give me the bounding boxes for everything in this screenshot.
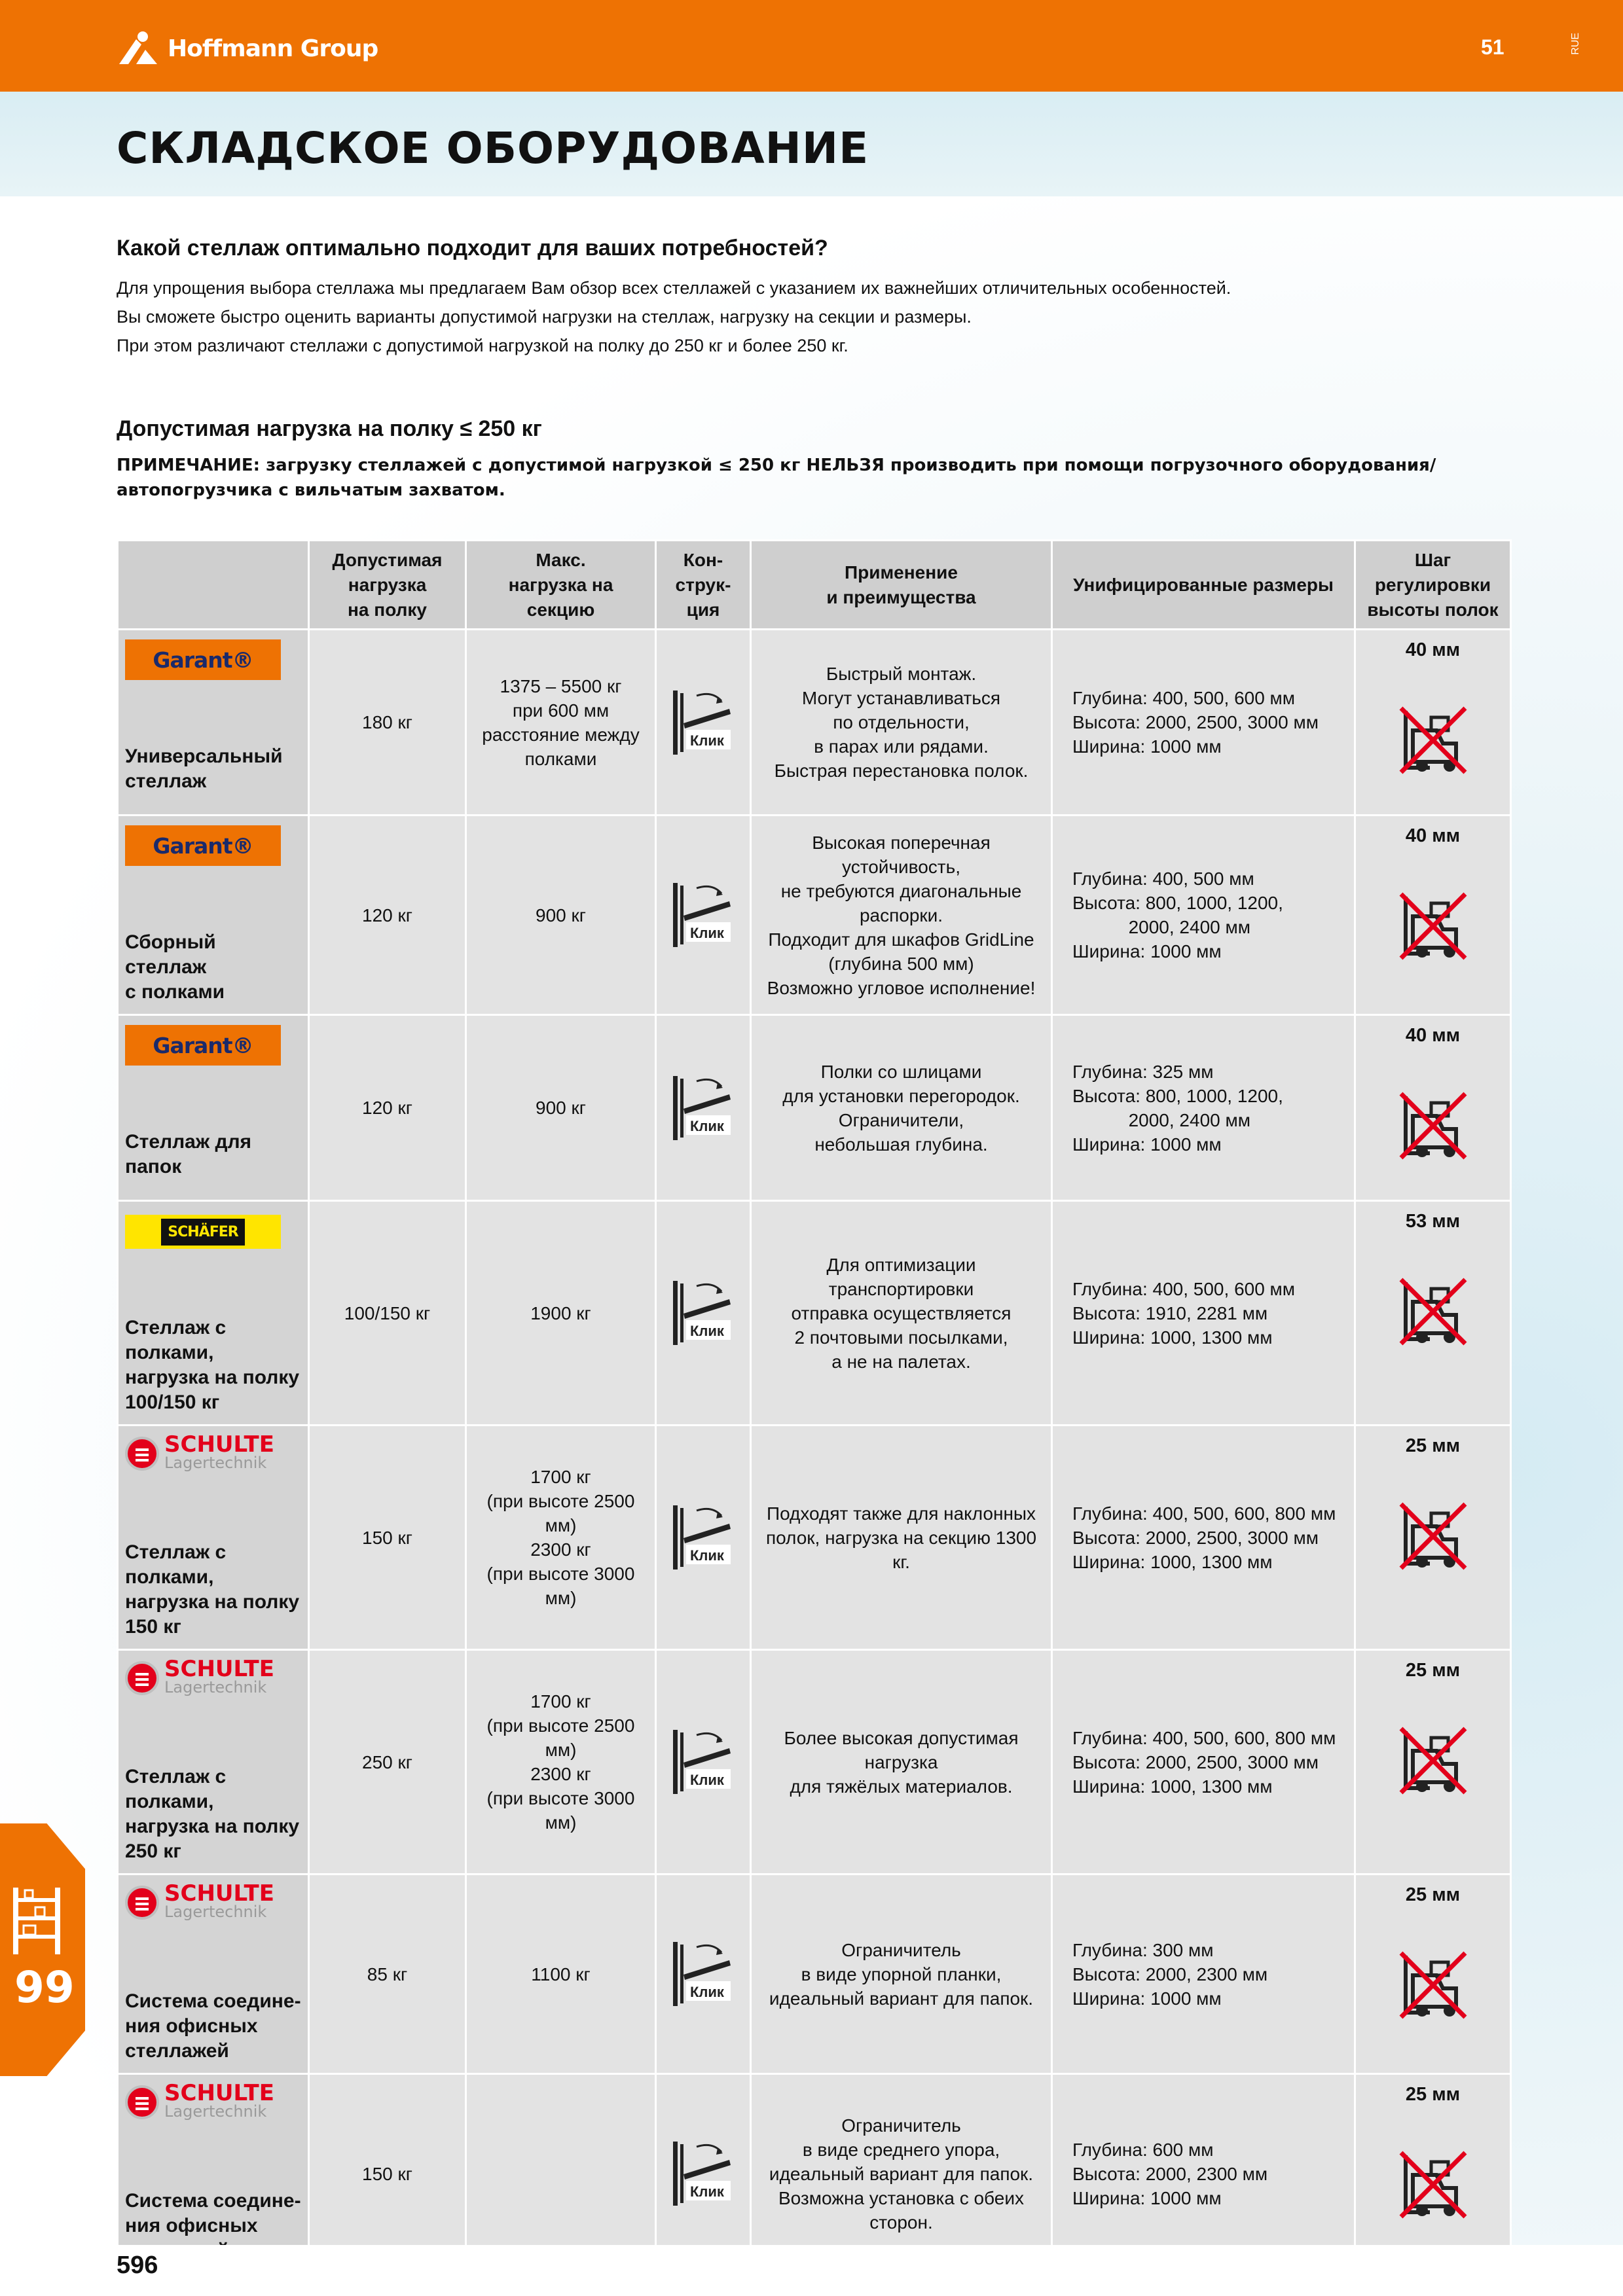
shelf-load-cell: 180 кг [309,630,466,816]
hoffmann-logo[interactable] [117,29,378,68]
rack-cell [118,1874,309,2074]
section-heading: Допустимая нагрузка на полку ≤ 250 кг [117,416,542,441]
usage-cell [751,816,1052,1015]
svg-text:Клик: Клик [690,1117,724,1134]
schulte-logo-text: SCHULTE [164,1656,274,1682]
dimension-line: Ширина: 1000 мм [1072,1134,1222,1155]
section-load-cell [466,2074,656,2274]
pitch-value: 25 мм [1405,1660,1461,1681]
table-row [118,630,1511,816]
no-forklift-icon [1361,1500,1504,1572]
svg-text:Клик: Клик [690,732,724,749]
dimensions-cell [1052,1426,1355,1650]
shelving-icon [9,1885,69,1957]
dimensions-cell [1052,1650,1355,1874]
schulte-logo-subtext: Lagertechnik [164,1903,267,1921]
rack-name-line: Сборный стеллаж [125,931,216,978]
usage-line: Ограничители, [838,1109,964,1130]
schulte-logo-icon [125,2085,159,2119]
pitch-value: 53 мм [1405,1211,1461,1232]
section-load-line: 900 кг [536,1098,586,1118]
dimensions-cell [1052,816,1355,1015]
pitch-cell [1355,1426,1511,1650]
schulte-logo-subtext: Lagertechnik [164,1454,267,1472]
pitch-cell [1355,630,1511,816]
rack-name-line: нагрузка на полку [125,1367,300,1388]
rack-name [125,930,301,1005]
page-title: СКЛАДСКОЕ ОБОРУДОВАНИЕ [117,123,869,173]
section-load-cell [466,816,656,1015]
usage-line: отправка осуществляется [791,1302,1012,1323]
usage-line: Подходят также для наклонных [766,1503,1036,1524]
dimension-line: Высота: 1910, 2281 мм [1072,1302,1268,1323]
dimension-line: Высота: 2000, 2500, 3000 мм [1072,1751,1319,1772]
svg-text:Клик: Клик [690,1323,724,1339]
section-load-line: (при высоте 3000 мм) [486,1564,635,1608]
pitch-cell [1355,1874,1511,2074]
schulte-logo-text: SCHULTE [164,1431,274,1458]
pitch-cell [1355,2074,1511,2274]
table-row [118,816,1511,1015]
click-mount-icon [662,2138,744,2210]
usage-line: а не на палетах. [831,1351,971,1372]
rack-cell [118,2074,309,2274]
rack-name-line: Стеллаж с полками, [125,1541,227,1588]
brand-logo [125,639,301,698]
dimension-line: Ширина: 1000, 1300 мм [1072,1551,1273,1572]
dimension-line: Высота: 800, 1000, 1200, [1072,893,1283,913]
rack-name [125,744,301,794]
shelf-load-cell: 120 кг [309,816,466,1015]
schulte-logo [125,1656,274,1696]
section-load-line: 1100 кг [531,1964,591,1984]
rack-name [125,1540,301,1640]
dimensions-cell [1052,1201,1355,1426]
pitch-value: 40 мм [1405,639,1461,660]
dimensions-cell [1052,1015,1355,1201]
pitch-value: 25 мм [1405,1884,1461,1905]
usage-line: в виде упорной планки, [801,1964,1002,1984]
svg-text:Клик: Клик [690,2183,724,2200]
brand-logo [125,825,301,884]
rack-name-line: нагрузка на полку [125,1591,300,1613]
usage-line: для тяжёлых материалов. [790,1776,1013,1797]
dimension-line: Ширина: 1000, 1300 мм [1072,1327,1273,1348]
section-load-line: (при высоте 2500 мм) [486,1715,635,1760]
rack-name-line: 250 кг [125,1840,181,1862]
shelf-load-cell: 100/150 кг [309,1201,466,1426]
schafer-logo [125,1215,281,1249]
page-number-top: 51 [1481,35,1504,59]
shelf-load-cell: 150 кг [309,1426,466,1650]
dimension-line: Высота: 800, 1000, 1200, [1072,1085,1283,1106]
section-load-cell [466,1426,656,1650]
usage-line: Высокая поперечная устойчивость, [812,832,991,877]
rack-name [125,1130,301,1179]
click-mount-icon [662,1501,744,1573]
schulte-logo-icon [125,1886,159,1920]
pitch-cell [1355,816,1511,1015]
rack-cell [118,1201,309,1426]
schulte-logo [125,2080,274,2121]
garant-logo: Garant® [125,639,281,680]
usage-line: сторон. [869,2212,933,2233]
intro-heading: Какой стеллаж оптимально подходит для ваших потребностей? [117,236,828,260]
section-load-line: 2300 кг [530,1539,591,1560]
dimensions-cell [1052,630,1355,816]
usage-cell [751,1015,1052,1201]
page-number-bottom: 596 [117,2251,158,2279]
usage-line: Для оптимизации транспортировки [826,1254,976,1299]
dimension-line: Ширина: 1000 мм [1072,2187,1222,2208]
usage-line: (глубина 500 мм) [828,953,974,974]
usage-line: Полки со шлицами [820,1061,982,1082]
section-load-line: 2300 кг [530,1764,591,1784]
usage-line: 2 почтовыми посылками, [794,1327,1008,1348]
rack-name [125,1989,301,2064]
rack-comparison-table [117,539,1512,2274]
rack-name-line: с полками [125,981,225,1003]
construction-cell [656,630,751,816]
rack-name-line: ния офисных [125,2215,258,2236]
section-load-line: полками [524,748,597,769]
usage-line: Подходит для шкафов GridLine [768,929,1034,950]
rack-name-line: стеллажей [125,2040,229,2062]
pitch-cell [1355,1015,1511,1201]
footer-bar [0,2245,1623,2296]
usage-line: для установки перегородок. [782,1085,1020,1106]
schulte-logo-subtext: Lagertechnik [164,2102,267,2121]
intro-text [117,274,1231,360]
header-blank [118,541,309,630]
header-shelf-load: Допустимая нагрузка на полку [309,541,466,630]
dimension-line: 2000, 2400 мм [1072,917,1250,937]
no-forklift-icon [1361,1725,1504,1797]
rack-name-line: 150 кг [125,1616,181,1638]
rack-name-line: 100/150 кг [125,1391,220,1413]
usage-line: не требуются диагональные [780,880,1022,901]
dimension-line: Глубина: 400, 500, 600 мм [1072,688,1296,708]
svg-text:Клик: Клик [690,1984,724,2000]
construction-cell [656,1650,751,1874]
note-line: автопогрузчика с вильчатым захватом. [117,480,505,500]
construction-cell [656,816,751,1015]
dimensions-cell [1052,1874,1355,2074]
header-usage: Применение и преимущества [751,541,1052,630]
rack-name [125,1316,301,1415]
construction-cell [656,1201,751,1426]
dimension-line: Ширина: 1000 мм [1072,941,1222,961]
rack-cell [118,630,309,816]
brand-logo [125,1880,301,1943]
section-load-line: при 600 мм [512,700,610,721]
click-mount-icon [662,1726,744,1798]
section-load-line: 1375 – 5500 кг [500,675,622,696]
section-load-cell [466,1650,656,1874]
brand-logo [125,1431,301,1494]
schulte-logo-text: SCHULTE [164,1880,274,1907]
brand-logo [125,1211,301,1270]
brand-logo [125,1656,301,1719]
schulte-logo-text: SCHULTE [164,2080,274,2106]
construction-cell [656,1015,751,1201]
header-section-load: Макс. нагрузка на секцию [466,541,656,630]
section-load-cell [466,630,656,816]
rack-name-line: стеллаж [125,770,207,792]
table-row [118,1650,1511,1874]
svg-text:Клик: Клик [690,925,724,941]
note-text [117,453,1531,503]
brand-name: Hoffmann Group [168,35,378,62]
click-mount-icon [662,1277,744,1349]
section-load-line: 1700 кг [530,1691,591,1712]
rack-cell [118,1426,309,1650]
table-row [118,1015,1511,1201]
usage-line: идеальный вариант для папок. [769,2163,1034,2184]
shelf-load-cell: 120 кг [309,1015,466,1201]
table-row [118,1426,1511,1650]
hoffmann-logo-icon [117,30,162,67]
section-load-line: 1900 кг [530,1302,591,1323]
dimension-line: Глубина: 600 мм [1072,2139,1214,2160]
section-load-cell [466,1015,656,1201]
pitch-value: 25 мм [1405,2084,1461,2105]
usage-line: Могут устанавливаться [801,688,1001,708]
no-forklift-icon [1361,1090,1504,1162]
no-forklift-icon [1361,890,1504,962]
pitch-cell [1355,1650,1511,1874]
click-mount-icon [662,1072,744,1144]
usage-line: Ограничитель [841,1939,961,1960]
schulte-logo-subtext: Lagertechnik [164,1678,267,1696]
dimension-line: Глубина: 400, 500, 600, 800 мм [1072,1503,1336,1524]
usage-cell [751,2074,1052,2274]
no-forklift-icon [1361,1949,1504,2021]
construction-cell [656,1426,751,1650]
dimensions-cell [1052,2074,1355,2274]
rack-name-line: ния офисных [125,2015,258,2037]
usage-line: Быстрый монтаж. [826,664,977,684]
click-mount-icon [662,1938,744,2010]
usage-line: распорки. [859,905,943,925]
rack-name-line: Универсальный [125,745,283,767]
schulte-logo [125,1431,274,1472]
section-load-cell [466,1201,656,1426]
pitch-cell [1355,1201,1511,1426]
rack-cell [118,1015,309,1201]
rack-cell [118,1650,309,1874]
rack-name [125,1765,301,1864]
click-mount-icon [662,687,744,759]
dimension-line: Высота: 2000, 2300 мм [1072,2163,1268,2184]
no-forklift-icon [1361,704,1504,776]
usage-line: небольшая глубина. [814,1134,988,1155]
rack-name-line: Система соедине- [125,2190,301,2212]
schulte-logo [125,1880,274,1921]
usage-line: в парах или рядами. [814,736,989,757]
rack-name-line: Стеллаж с полками, [125,1317,227,1363]
dimension-line: Глубина: 400, 500, 600 мм [1072,1278,1296,1299]
header-pitch: Шаг регулировки высоты полок [1355,541,1511,630]
construction-cell [656,1874,751,2074]
dimension-line: Высота: 2000, 2300 мм [1072,1964,1268,1984]
section-load-line: 1700 кг [530,1467,591,1487]
svg-text:Клик: Клик [690,1547,724,1564]
usage-line: идеальный вариант для папок. [769,1988,1034,2009]
usage-line: полок, нагрузка на секцию 1300 кг. [765,1527,1037,1572]
schulte-logo-icon [125,1661,159,1695]
header-construction: Кон- струк- ция [656,541,751,630]
construction-cell [656,2074,751,2274]
brand-logo [125,2080,301,2143]
no-forklift-icon [1361,2149,1504,2221]
table-row [118,1201,1511,1426]
brand-logo [125,1025,301,1084]
usage-line: в виде среднего упора, [802,2139,1000,2160]
no-forklift-icon [1361,1276,1504,1348]
shelf-load-cell: 150 кг [309,2074,466,2274]
usage-cell [751,630,1052,816]
usage-cell [751,1874,1052,2074]
rack-name-line: нагрузка на полку [125,1816,300,1837]
section-load-line: (при высоте 3000 мм) [486,1788,635,1833]
usage-line: Быстрая перестановка полок. [774,761,1029,781]
usage-cell [751,1201,1052,1426]
language-code: RUE [1570,33,1581,55]
table-row [118,1874,1511,2074]
pitch-value: 40 мм [1405,825,1461,846]
usage-line: нагрузка [864,1751,938,1772]
note-line: ПРИМЕЧАНИЕ: загрузку стеллажей с допустимой нагрузкой ≤ 250 кг НЕЛЬЗЯ производить при помощи погрузочного оборудования/ [117,456,1436,475]
usage-line: Возможна установка с обеих [778,2187,1024,2208]
svg-text:Клик: Клик [690,1772,724,1788]
dimension-line: Ширина: 1000 мм [1072,736,1222,757]
schafer-logo-text: SCHÄFER [161,1219,244,1246]
schulte-logo-icon [125,1437,159,1471]
garant-logo: Garant® [125,825,281,866]
table-header-row [118,541,1511,630]
section-number: 99 [14,1962,75,2013]
intro-line: Для упрощения выбора стеллажа мы предлагаем Вам обзор всех стеллажей с указанием их важнейших отличительных особенностей. [117,278,1231,298]
usage-line: по отдельности, [833,712,970,732]
dimension-line: Глубина: 400, 500, 600, 800 мм [1072,1727,1336,1748]
dimension-line: Глубина: 300 мм [1072,1939,1214,1960]
table-row [118,2074,1511,2274]
shelf-load-cell: 250 кг [309,1650,466,1874]
usage-line: Возможно угловое исполнение! [767,977,1036,998]
section-load-line: 900 кг [536,905,586,925]
rack-name-line: Стеллаж для папок [125,1131,252,1177]
intro-line: Вы сможете быстро оценить варианты допустимой нагрузки на стеллаж, нагрузку на секции и размеры. [117,307,972,327]
usage-line: Ограничитель [841,2115,961,2136]
dimension-line: Глубина: 400, 500 мм [1072,869,1254,889]
section-load-cell [466,1874,656,2074]
click-mount-icon [662,879,744,951]
dimension-line: 2000, 2400 мм [1072,1109,1250,1130]
usage-cell [751,1650,1052,1874]
shelf-load-cell: 85 кг [309,1874,466,2074]
dimension-line: Ширина: 1000 мм [1072,1988,1222,2009]
pitch-value: 40 мм [1405,1025,1461,1046]
rack-cell [118,816,309,1015]
section-load-line: (при высоте 2500 мм) [486,1491,635,1535]
garant-logo: Garant® [125,1025,281,1066]
dimension-line: Высота: 2000, 2500, 3000 мм [1072,712,1319,732]
rack-name-line: Стеллаж с полками, [125,1766,227,1812]
dimension-line: Высота: 2000, 2500, 3000 мм [1072,1527,1319,1548]
usage-cell [751,1426,1052,1650]
dimension-line: Ширина: 1000, 1300 мм [1072,1776,1273,1797]
pitch-value: 25 мм [1405,1435,1461,1456]
usage-line: Более высокая допустимая [784,1727,1019,1748]
section-load-line: расстояние между [482,724,640,745]
intro-line: При этом различают стеллажи с допустимой нагрузкой на полку до 250 кг и более 250 кг. [117,336,848,355]
rack-name-line: Система соедине- [125,1990,301,2012]
header-dimensions: Унифицированные размеры [1052,541,1355,630]
dimension-line: Глубина: 325 мм [1072,1061,1214,1082]
